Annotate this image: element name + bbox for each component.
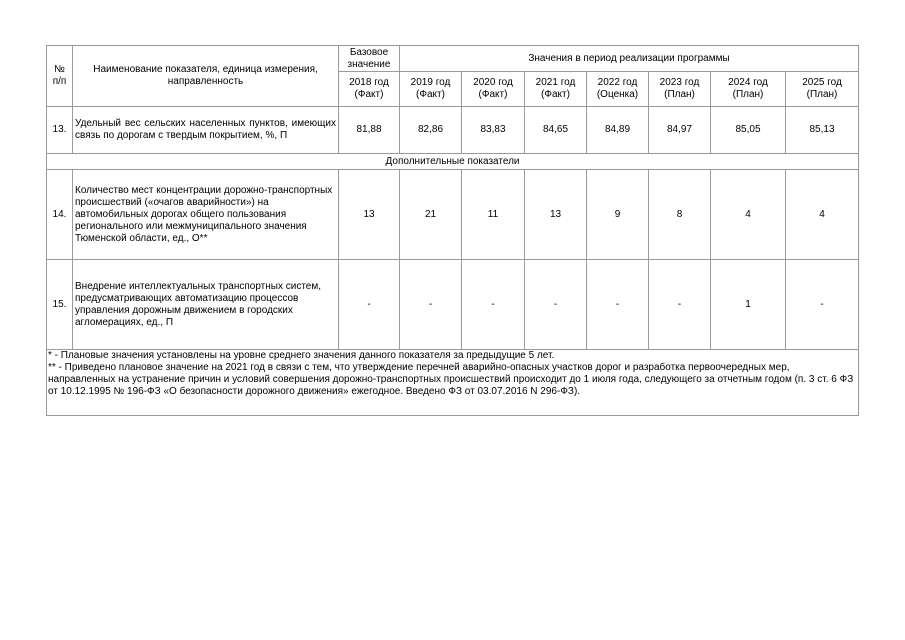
row-value: 4	[711, 170, 786, 260]
header-year: 2021 год (Факт)	[525, 72, 587, 107]
section-row	[47, 154, 859, 170]
row-value: 84,97	[649, 107, 711, 154]
header-year: 2018 год (Факт)	[339, 72, 400, 107]
row-value: -	[587, 260, 649, 350]
row-value: 4	[786, 170, 859, 260]
header-year: 2024 год (План)	[711, 72, 786, 107]
header-num: № п/п	[47, 46, 73, 107]
row-value: 13	[525, 170, 587, 260]
row-value: 83,83	[462, 107, 525, 154]
header-year: 2025 год (План)	[786, 72, 859, 107]
row-value: 1	[711, 260, 786, 350]
row-value: -	[525, 260, 587, 350]
footnote-1: * - Плановые значения установлены на уровне среднего значения данного показателя за предыдущие 5 лет.	[48, 350, 555, 361]
header-year: 2022 год (Оценка)	[587, 72, 649, 107]
row-num: 14.	[47, 170, 73, 260]
row-value: 21	[400, 170, 462, 260]
row-name: Удельный вес сельских населенных пунктов, имеющих связь по дорогам с твердым покрытием, %, П	[73, 107, 339, 154]
row-name: Внедрение интеллектуальных транспортных систем, предусматривающих автоматизацию процессов управления дорожным движением в городских агломерациях, ед., П	[73, 260, 339, 350]
row-name: Количество мест концентрации дорожно-транспортных происшествий («очагов аварийности») на автомобильных дорогах общего пользования регионального или межмуниципального значения Тюменской области, ед., О**	[73, 170, 339, 260]
row-value: 9	[587, 170, 649, 260]
footnote-2: ** - Приведено плановое значение на 2021 год в связи с тем, что утверждение перечней аварийно-опасных участков дорог и разработка первоочередных мер, направленных на устранение причин и условий совершения дорожно-транспортных происшествий происходит до 1 июля года, следующего за отчетным годом (п. 3 ст. 6 ФЗ от 10.12.1995 № 196-ФЗ «О безопасности дорожного движения» ежегодное. Введено ФЗ от 03.07.2016 N 296-ФЗ).	[48, 362, 854, 397]
row-value: -	[786, 260, 859, 350]
row-value: 82,86	[400, 107, 462, 154]
row-value: -	[649, 260, 711, 350]
row-value: 13	[339, 170, 400, 260]
row-value: 85,05	[711, 107, 786, 154]
header-year: 2019 год (Факт)	[400, 72, 462, 107]
footnotes-row	[47, 350, 859, 416]
header-year: 2020 год (Факт)	[462, 72, 525, 107]
table-row	[47, 260, 859, 350]
header-year: 2023 год (План)	[649, 72, 711, 107]
header-name: Наименование показателя, единица измерения, направленность	[73, 46, 339, 107]
row-value: -	[462, 260, 525, 350]
indicators-table	[46, 45, 859, 416]
row-value: 8	[649, 170, 711, 260]
row-num: 13.	[47, 107, 73, 154]
row-num: 15.	[47, 260, 73, 350]
row-value: 11	[462, 170, 525, 260]
header-base: Базовое значение	[339, 46, 400, 72]
table-row	[47, 170, 859, 260]
header-row-1	[47, 46, 859, 72]
table-row	[47, 107, 859, 154]
row-value: 84,65	[525, 107, 587, 154]
footnotes	[47, 350, 859, 416]
header-period: Значения в период реализации программы	[400, 46, 859, 72]
row-value: 85,13	[786, 107, 859, 154]
section-title: Дополнительные показатели	[47, 154, 859, 170]
row-value: 84,89	[587, 107, 649, 154]
row-value: 81,88	[339, 107, 400, 154]
row-value: -	[339, 260, 400, 350]
row-value: -	[400, 260, 462, 350]
